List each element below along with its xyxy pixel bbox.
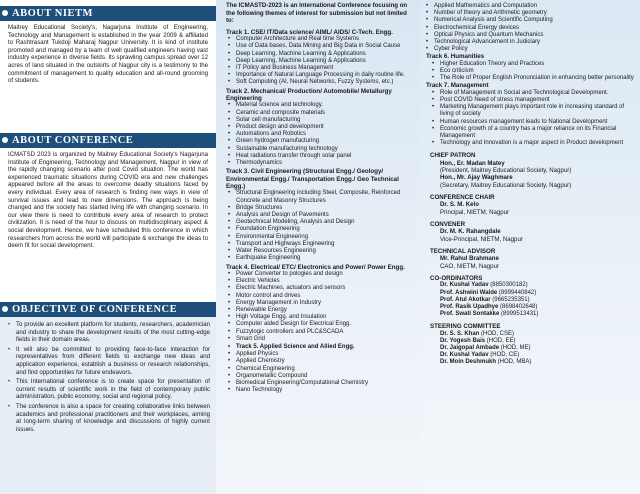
about-conference-text: ICMATSD 2023 is organized by Maitrey Educational Society's Nagarjuna Institute of Engineering, Technology and Management, Nagpur in view of the rapidly changing scenario after post Covid situation. The world has experienced traumatic situations during COVID era and new challenges appeared before all the areas to overcome deadly situations faced by every individual. Every area of research is finding new ways in view of survival issues and lead to new dimensions. The approach is being changed and the society has started living life with changing scenario. In our view there is need to contribute every area of research to protect civilization. It is need of the hour to discuss on multidisciplinary aspect & social development. Hence, we have scheduled this conference in which researchers from across the world will participate & exchange the ideas to deem fit for social development.	[8, 151, 208, 250]
list-item: • Role of Management in Social and Technological Development.	[440, 90, 636, 97]
list-item: • Applied Chemistry	[236, 358, 414, 365]
list-item: • Motor control and drives	[236, 293, 414, 300]
list-item: • Smart Grid	[236, 336, 414, 343]
track-7-list	[420, 90, 640, 148]
conference-chair-heading: CONFERENCE CHAIR	[430, 193, 495, 201]
chief-patron-name-2: Hon., Mr. Ajay Waghmare	[440, 174, 513, 182]
convener-name: Dr. M. K. Rahangdale	[440, 228, 501, 236]
list-item: • Ceramic and composite materials	[236, 110, 414, 117]
list-item: • Deep Learning, Machine Learning & Applications	[236, 58, 414, 65]
technical-advisor-name: Mr. Rahul Brahmane	[440, 255, 499, 263]
list-item: • Electrochemical Energy devices	[434, 25, 636, 32]
about-conference-heading: ABOUT CONFERENCE	[0, 133, 216, 148]
track-2-title: Track 2. Mechanical/ Production/ Automobile/ Metallurgy Engineering	[226, 87, 392, 103]
list-item: • Deep Learning, Machine Learning & Applications	[236, 51, 414, 58]
track-3-list	[216, 190, 420, 262]
chief-patron-heading: CHIEF PATRON	[430, 152, 476, 160]
list-item: • Computer aided Design for Electrical Engg.	[236, 321, 414, 328]
objective-section	[0, 302, 216, 494]
list-item: • Water Resources Engineering	[236, 248, 414, 255]
list-item: • Energy Management in Industry	[236, 300, 414, 307]
about-nietm-heading: ABOUT NIETM	[0, 6, 216, 21]
list-item: • Use of Data bases, Data Mining and Big Data in Social Cause	[236, 43, 414, 50]
convener-heading: CONVENER	[430, 220, 466, 228]
steering-row: Dr. Yogesh Bais (HOD, EE)	[440, 337, 516, 344]
list-item: • Optical Physics and Quantum Mechanics	[434, 32, 636, 39]
list-item: • Analysis and Design of Pavements	[236, 212, 414, 219]
track-5-list	[216, 351, 420, 394]
steering-heading: STEERING COMMITTEE	[430, 322, 501, 330]
chief-patron-name-1: Hon., Er. Madan Matey	[440, 160, 505, 168]
steering-row: Dr. S. S. Khan (HOD, CSE)	[440, 330, 515, 337]
track-4-title: Track 4. Electrical/ ETC/ Electronics and Power/ Power Engg.	[226, 263, 405, 271]
track-4-list	[216, 271, 420, 343]
list-item: • Thermodynamics	[236, 160, 414, 167]
coordinator-row: Prof. Swati Sontakke (8999513431)	[440, 310, 539, 317]
track-5-title: • Track 5. Applied Science and Allied Engg.	[236, 344, 414, 351]
technical-advisor-role: CAO, NIETM, Nagpur	[440, 262, 499, 270]
track-5-continued-list	[420, 0, 640, 53]
list-item: • This International conference is to create space for presentation of current results of scientific work in the field of contemporary public administration, public economy, social and regional policy.	[16, 378, 210, 401]
list-item: • Human resources management leads to National Development	[440, 119, 636, 126]
list-item: • Applied Physics	[236, 351, 414, 358]
list-item: • High Voltage Engg. and Insulation	[236, 314, 414, 321]
track-1-title: Track 1. CSE/ IT/Data science/ AIML/ AIDS/ C-Tech. Engg.	[226, 28, 393, 36]
list-item: • To provide an excellent platform for students, researchers, academician and industry to share the development results of the most cutting-edge fields in their domain areas.	[16, 321, 210, 344]
list-item: • The Role of Proper English Pronunciation in enhancing better personality	[440, 75, 636, 82]
list-item: • The conference is also a space for creating collaborative links between academics and professional practitioners and their workplaces, aiming at long-term sharing of knowledge and discussions of highly current issues.	[16, 403, 210, 433]
list-item: • Number of theory and Arithmetic geometry	[434, 10, 636, 17]
coordinators-heading: CO-ORDINATORS	[430, 274, 483, 282]
track-1-list	[216, 36, 420, 86]
about-nietm-text: Maitrey Educational Society's, Nagarjuna Institute of Engineering, Technology and Management is established in the year 2009 & affiliated to Rashtrasant Tukdoji Maharaj Nagpur University. It is kind of institute promoted and managed by a team of well qualified engineers having vast industry experience in diverse fields. Its sprawling campus spread over 12 acres of land situated in the outskirts of Nagpur city is a testimony to the commitment of management to quality education and all-round grooming of students.	[8, 24, 208, 85]
list-item: • Computer Architecture and Real time Systems	[236, 36, 414, 43]
list-item: • Marketing Management plays important role in increasing standard of living of society	[440, 104, 636, 118]
list-item: • Solar cell manufacturing	[236, 117, 414, 124]
objective-heading: OBJECTIVE OF CONFERENCE	[0, 302, 216, 317]
list-item: • Biomedical Engineering/Computational Chemistry	[236, 380, 414, 387]
list-item: • Structural Engineering including Steel, Composite, Reinforced Concrete and Masonry Structures	[236, 190, 414, 204]
list-item: • Technological Advancement in Judiciary	[434, 39, 636, 46]
list-item: • Green hydrogen manufacturing	[236, 138, 414, 145]
list-item: • Higher Education Theory and Practices	[440, 61, 636, 68]
list-item: • Chemical Engineering	[236, 366, 414, 373]
committee-column	[420, 0, 640, 494]
list-item: • Bridge Structures	[236, 205, 414, 212]
list-item: • Electric Vehicles	[236, 278, 414, 285]
coordinator-row: Prof. Ashwini Walde (8999440842)	[440, 289, 537, 296]
steering-row: Dr. Kushal Yadav (HOD, CE)	[440, 351, 520, 358]
list-item: • Heat radiations transfer through solar panel	[236, 153, 414, 160]
steering-row: Dr. Jaigopal Ambade (HOD, ME)	[440, 344, 531, 351]
chief-patron-role-1: (President, Maitrey Educational Society, Nagpur)	[440, 167, 572, 175]
list-item: • Cyber Policy	[434, 46, 636, 53]
list-item: • Economic growth of a country has a major reliance on its Financial Management	[440, 126, 636, 140]
objective-list	[0, 317, 216, 433]
themes-intro: The ICMASTD-2023 is an International Conference focusing on the following themes of interest for submission but not limited to:	[226, 2, 408, 25]
list-item: • Fuzzylogic controllers and PLC&SCADA	[236, 329, 414, 336]
list-item: • Foundation Engineering	[236, 226, 414, 233]
conference-chair-role: Principal, NIETM, Nagpur	[440, 208, 510, 216]
convener-role: Vice-Principal, NIETM, Nagpur	[440, 235, 523, 243]
bullet-icon	[2, 306, 8, 312]
track-7-title: Track 7. Management	[426, 82, 489, 90]
track-3-title: Track 3. Civil Engineering (Structural Engg./ Geology/ Environmental Engg./ Transportation Engg./ Geo Technical Engg.)	[226, 168, 399, 191]
list-item: • Post COVID Need of stress management	[440, 97, 636, 104]
coordinator-row: Dr. Kushal Yadav (8850300182)	[440, 282, 528, 289]
list-item: • Environmental Engineering	[236, 234, 414, 241]
list-item: • IT Policy and Business Management	[236, 65, 414, 72]
list-item: • Renewable Energy	[236, 307, 414, 314]
list-item: • Nano Technology	[236, 387, 414, 394]
coordinator-row: Prof. Rasik Upadhye (8698402648)	[440, 303, 538, 310]
bullet-icon	[2, 137, 8, 143]
track-6-title: Track 6. Humanities	[426, 53, 485, 61]
technical-advisor-heading: TECHNICAL ADVISOR	[430, 247, 496, 255]
coordinator-row: Prof. Atul Akotkar (9665235351)	[440, 296, 530, 303]
track-2-list	[216, 102, 420, 167]
left-column	[0, 0, 216, 494]
list-item: • Technology and Innovation is a major aspect in Product development	[440, 140, 636, 147]
track-6-list	[420, 61, 640, 83]
list-item: • Eco criticism	[440, 68, 636, 75]
list-item: • Transport and Highways Engineering	[236, 241, 414, 248]
themes-column	[216, 0, 420, 494]
list-item: • Geotechnical Modeling, Analysis and Design	[236, 219, 414, 226]
list-item: • Sustainable manufacturing technology	[236, 146, 414, 153]
list-item: • Product design and development	[236, 124, 414, 131]
list-item: • Applied Mathematics and Computation	[434, 3, 636, 10]
track-5-title-row	[216, 344, 420, 351]
list-item: • Soft Computing (AI, Neural Networks, Fuzzy Systems, etc.)	[236, 79, 414, 86]
about-nietm-section	[0, 6, 216, 85]
bullet-icon	[2, 10, 8, 16]
chief-patron-role-2: (Secretary, Maitrey Educational Society, Nagpur)	[440, 181, 572, 189]
about-conference-section	[0, 133, 216, 250]
list-item: • Importance of Natural Language Processing in daily routine life.	[236, 72, 414, 79]
list-item: • Material science and technology.	[236, 102, 414, 109]
list-item: • Earthquake Engineering	[236, 255, 414, 262]
list-item: • Automations and Robotics	[236, 131, 414, 138]
list-item: • Organometallic Compound	[236, 373, 414, 380]
list-item: • Electric Machines, actuators and sensors	[236, 285, 414, 292]
steering-row: Dr. Moin Deshmukh (HOD, MBA)	[440, 358, 532, 365]
list-item: • Power Converter to pologies and design	[236, 271, 414, 278]
list-item: • Numerical Analysis and Scientific Computing	[434, 17, 636, 24]
conference-chair-name: Dr. S. M. Kelo	[440, 201, 479, 209]
list-item: • It will also be committed to providing face-to-face interaction for representatives from different fields to exchange new ideas and application experience, establish a business or research relationships, and find opportunities for future endeavors.	[16, 346, 210, 376]
